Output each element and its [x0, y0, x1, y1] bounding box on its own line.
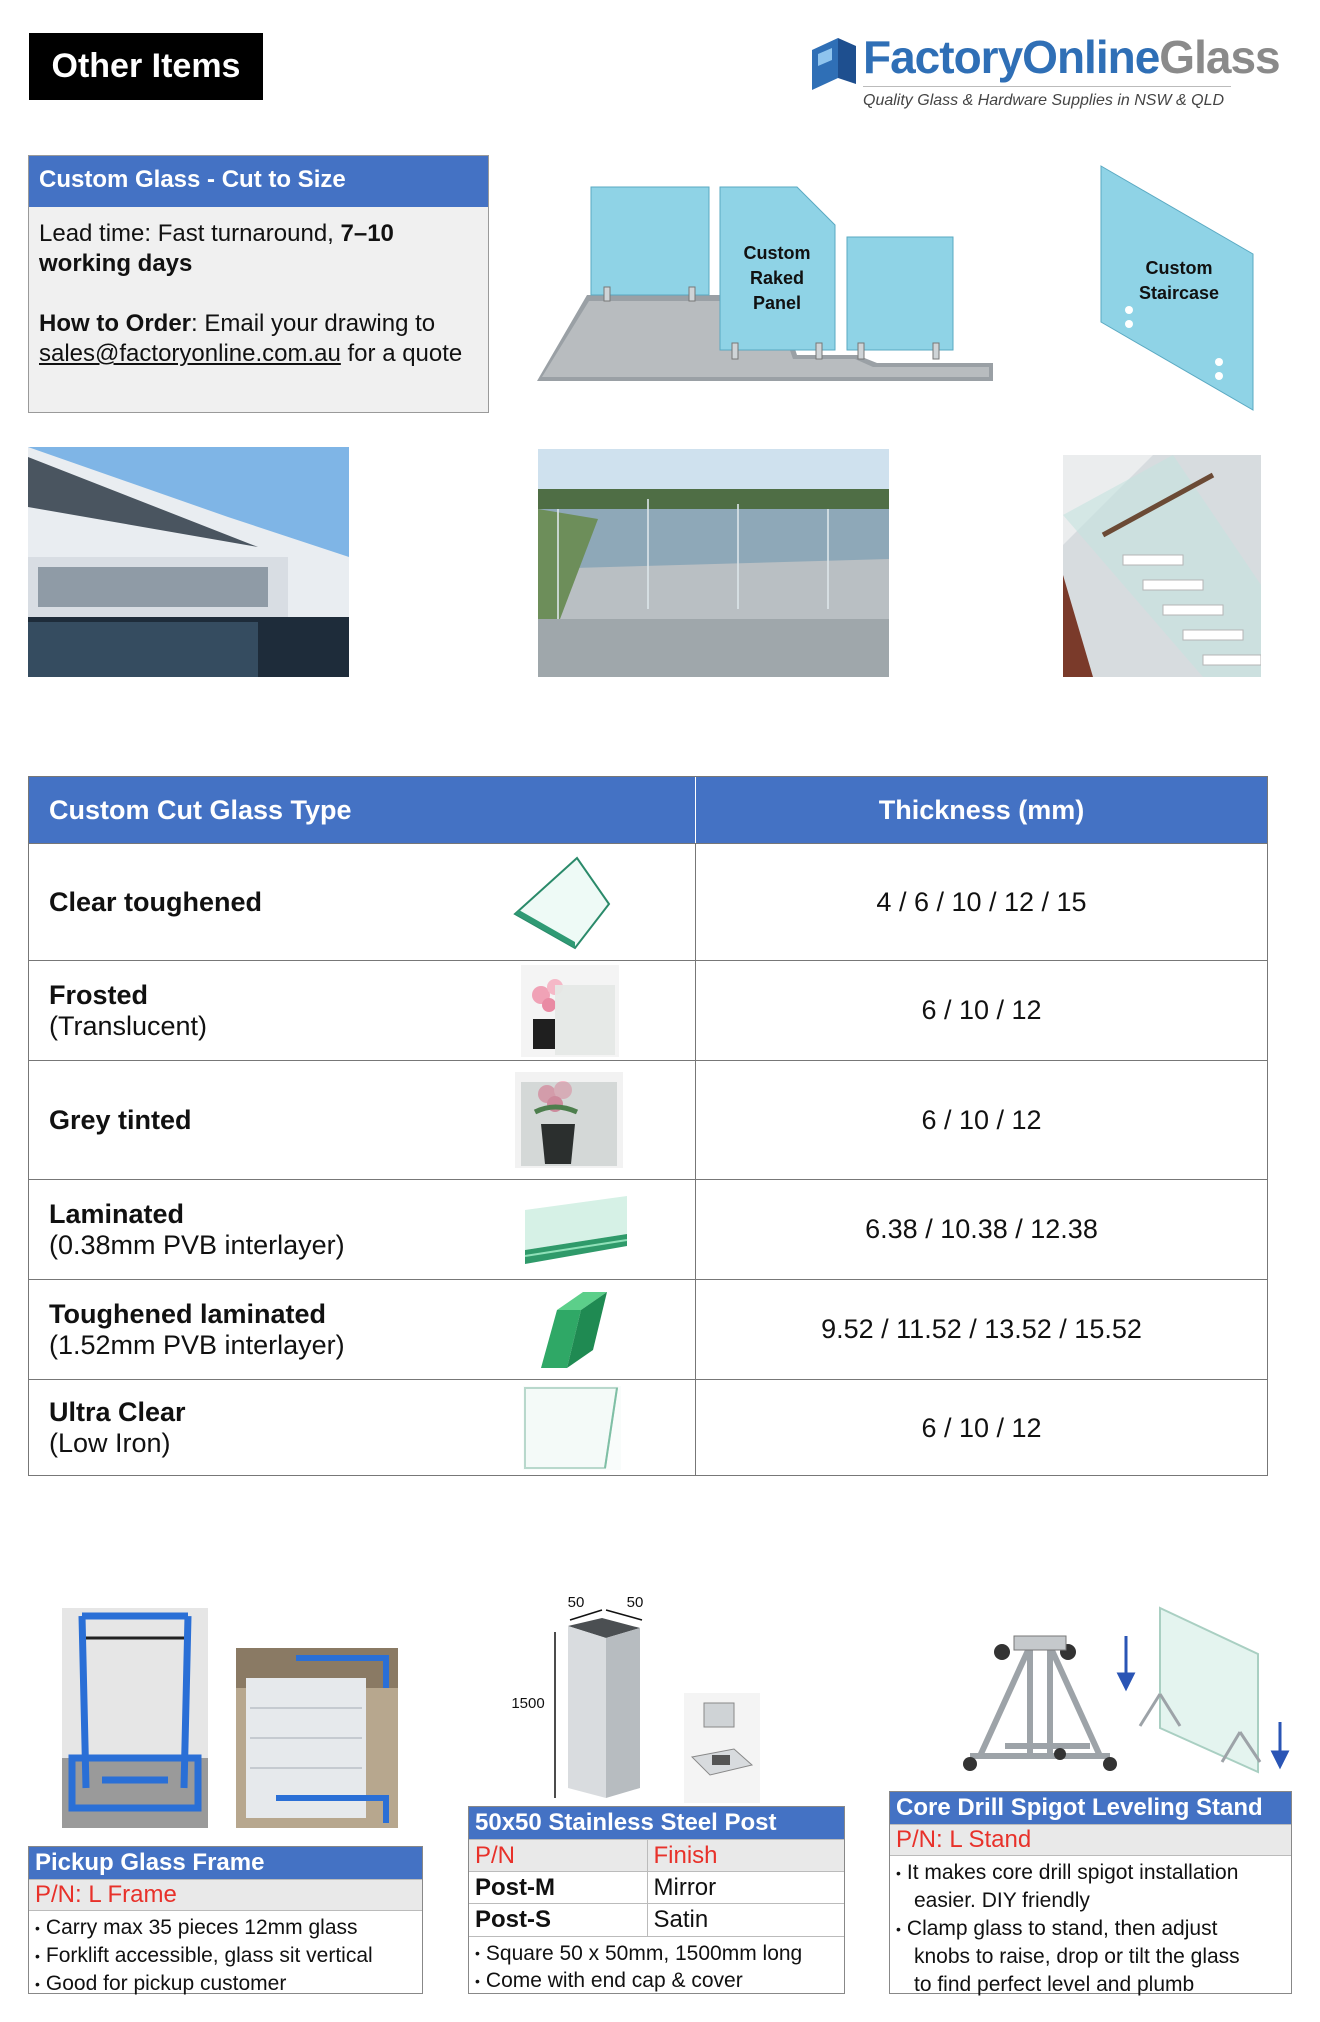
variant-finish: Satin: [647, 1904, 844, 1936]
table-row: [29, 960, 1267, 1060]
glass-name: Grey tinted: [49, 1104, 192, 1135]
product-title: 50x50 Stainless Steel Post: [469, 1807, 844, 1839]
laminated-glass-icon: [523, 1194, 631, 1266]
glass-thickness: 6.38 / 10.38 / 12.38: [865, 1214, 1098, 1244]
feature-item: • Clamp glass to stand, then adjust: [896, 1915, 1285, 1943]
logo-brand-b: Glass: [1159, 31, 1280, 83]
ultra-clear-glass-icon: [521, 1384, 623, 1472]
variant-pn: Post-S: [469, 1904, 647, 1936]
order-suffix: for a quote: [340, 340, 463, 367]
glass-type-table: [28, 776, 1268, 1476]
table-row: [29, 1179, 1267, 1279]
product-features: [890, 1855, 1291, 2002]
glass-name: Clear toughened: [49, 886, 263, 917]
post-dim-d: 50: [626, 1594, 644, 1611]
raked-label-3: Panel: [752, 293, 802, 313]
table-row: [469, 1904, 844, 1936]
balcony-photo: [28, 447, 349, 677]
glass-thickness: 4 / 6 / 10 / 12 / 15: [876, 886, 1087, 917]
glass-sub: (0.38mm PVB interlayer): [49, 1229, 345, 1260]
raked-panel-diagram: [537, 185, 993, 385]
order-label: How to Order: [39, 310, 192, 337]
raked-label-1: Custom: [743, 243, 811, 263]
feature-item-continued: easier. DIY friendly: [914, 1888, 1090, 1912]
leveling-stand-drawing: [930, 1606, 1300, 1784]
product-title: Pickup Glass Frame: [29, 1847, 422, 1879]
glass-thickness: 6 / 10 / 12: [921, 1104, 1042, 1135]
glass-sub: (Translucent): [49, 1010, 208, 1041]
toughened-laminated-glass-icon: [537, 1290, 609, 1370]
staircase-panel-diagram: [1099, 164, 1255, 412]
col-finish: Finish: [647, 1840, 844, 1872]
staircase-label-1: Custom: [1145, 258, 1213, 278]
logo: [863, 30, 1280, 84]
staircase-label-2: Staircase: [1138, 283, 1220, 303]
post-dim-w: 50: [567, 1594, 585, 1611]
post-cap-photo: [684, 1693, 760, 1803]
glass-thickness: 6 / 10 / 12: [921, 1412, 1042, 1443]
logo-divider: [863, 86, 1231, 87]
pickup-frame-loaded-photo: [236, 1648, 398, 1828]
steel-post-drawing: [500, 1592, 660, 1812]
glass-thickness: 6 / 10 / 12: [921, 995, 1042, 1025]
product-features: [29, 1910, 422, 2001]
glass-name: Toughened laminated: [49, 1298, 327, 1329]
feature-item-continued: to find perfect level and plumb: [914, 1972, 1195, 1996]
table-row: [29, 1379, 1267, 1476]
feature-item: • Come with end cap & cover: [475, 1967, 838, 1995]
table-row: [469, 1872, 844, 1904]
logo-tagline: Quality Glass & Hardware Supplies in NSW & QLD: [863, 92, 1225, 109]
custom-glass-panel: [28, 155, 489, 413]
custom-glass-heading: Custom Glass - Cut to Size: [29, 156, 488, 207]
email-link[interactable]: sales@factoryonline.com.au: [39, 340, 341, 367]
page-title: Other Items: [29, 33, 263, 100]
feature-item: • Forklift accessible, glass sit vertical: [35, 1942, 416, 1970]
feature-item: • It makes core drill spigot installation: [896, 1859, 1285, 1887]
product-pn: P/N: L Stand: [890, 1824, 1291, 1855]
glass-name: Laminated: [49, 1198, 185, 1229]
glass-thickness: 9.52 / 11.52 / 13.52 / 15.52: [821, 1314, 1142, 1344]
pickup-frame-card: [28, 1846, 423, 1994]
col-glass-type: Custom Cut Glass Type: [29, 777, 696, 843]
table-header: [29, 777, 1267, 843]
lead-time-label: Lead time: Fast turnaround,: [39, 220, 341, 247]
logo-brand-a: FactoryOnline: [863, 31, 1160, 83]
glass-name: Ultra Clear: [49, 1397, 186, 1427]
raked-label-2: Raked: [749, 268, 805, 288]
pool-fence-photo: [538, 449, 889, 677]
col-thickness: Thickness (mm): [878, 795, 1085, 825]
product-title: Core Drill Spigot Leveling Stand: [890, 1792, 1291, 1824]
table-row: [29, 1279, 1267, 1379]
variant-finish: Mirror: [647, 1872, 844, 1904]
pickup-frame-photo: [62, 1608, 208, 1828]
product-features: [469, 1936, 844, 1999]
table-row: [29, 1060, 1267, 1179]
product-pn: P/N: L Frame: [29, 1879, 422, 1910]
col-pn: P/N: [469, 1840, 647, 1872]
staircase-photo: [1063, 455, 1261, 677]
steel-post-card: [468, 1806, 845, 1994]
leveling-stand-card: [889, 1791, 1292, 1994]
table-header-row: [469, 1840, 844, 1872]
glass-sub: (Low Iron): [49, 1428, 171, 1458]
grey-tinted-glass-icon: [515, 1072, 623, 1168]
variant-pn: Post-M: [469, 1872, 647, 1904]
logo-icon: [808, 34, 860, 94]
order-text: : Email your drawing to: [191, 310, 436, 337]
post-variants-table: [469, 1839, 844, 1936]
post-dim-h: 1500: [511, 1695, 545, 1712]
feature-item: • Square 50 x 50mm, 1500mm long: [475, 1940, 838, 1968]
how-to-order: [39, 309, 478, 369]
glass-name: Frosted: [49, 979, 149, 1010]
feature-item: • Carry max 35 pieces 12mm glass: [35, 1914, 416, 1942]
glass-sub: (1.52mm PVB interlayer): [49, 1329, 345, 1360]
feature-item-continued: knobs to raise, drop or tilt the glass: [914, 1944, 1240, 1968]
frosted-glass-icon: [521, 965, 619, 1057]
feature-item: • Good for pickup customer: [35, 1970, 416, 1998]
table-row: [29, 843, 1267, 960]
clear-glass-icon: [511, 854, 611, 950]
lead-time-value: 7–10 working days: [39, 220, 394, 277]
lead-time: [39, 219, 478, 279]
